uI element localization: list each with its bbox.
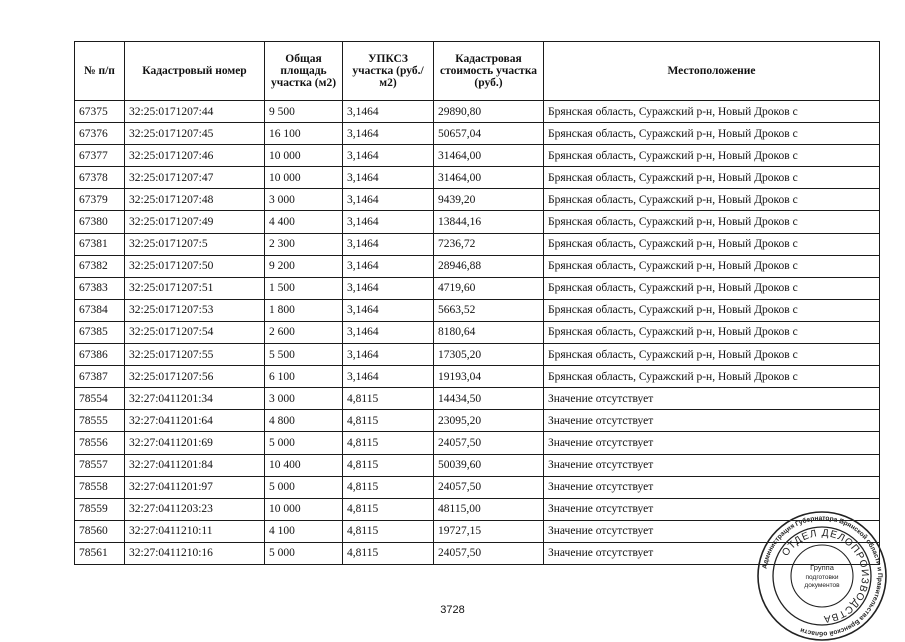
cell-area: 2 600 [265, 321, 343, 343]
col-header-area: Общая площадь участка (м2) [265, 42, 343, 101]
cell-cadastral-number: 32:27:0411201:97 [125, 476, 265, 498]
cell-area: 1 500 [265, 277, 343, 299]
cell-location: Значение отсутствует [544, 498, 880, 520]
cell-cadastral-value: 24057,50 [434, 476, 544, 498]
cell-number: 67378 [75, 167, 125, 189]
table-row [75, 366, 880, 388]
cell-upksz: 3,1464 [343, 145, 434, 167]
col-header-location: Местоположение [544, 42, 880, 101]
cell-area: 5 000 [265, 476, 343, 498]
table-row [75, 299, 880, 321]
cell-upksz: 3,1464 [343, 101, 434, 123]
cell-location: Значение отсутствует [544, 542, 880, 564]
cell-cadastral-number: 32:25:0171207:54 [125, 321, 265, 343]
cell-cadastral-number: 32:25:0171207:55 [125, 344, 265, 366]
cell-cadastral-value: 23095,20 [434, 410, 544, 432]
cell-upksz: 4,8115 [343, 476, 434, 498]
cell-cadastral-number: 32:25:0171207:5 [125, 233, 265, 255]
cell-upksz: 3,1464 [343, 344, 434, 366]
table-row [75, 321, 880, 343]
cell-upksz: 4,8115 [343, 520, 434, 542]
table-row [75, 101, 880, 123]
table-row [75, 167, 880, 189]
cell-location: Значение отсутствует [544, 388, 880, 410]
cell-upksz: 4,8115 [343, 432, 434, 454]
cell-cadastral-value: 24057,50 [434, 432, 544, 454]
cell-number: 67376 [75, 123, 125, 145]
cell-cadastral-value: 31464,00 [434, 167, 544, 189]
cell-cadastral-value: 9439,20 [434, 189, 544, 211]
cell-upksz: 3,1464 [343, 255, 434, 277]
cell-area: 16 100 [265, 123, 343, 145]
cell-area: 5 000 [265, 432, 343, 454]
cell-number: 78555 [75, 410, 125, 432]
table-row [75, 211, 880, 233]
cell-cadastral-number: 32:25:0171207:49 [125, 211, 265, 233]
cell-cadastral-number: 32:27:0411210:16 [125, 542, 265, 564]
table-row [75, 255, 880, 277]
table-row [75, 388, 880, 410]
cell-upksz: 4,8115 [343, 498, 434, 520]
cell-cadastral-value: 8180,64 [434, 321, 544, 343]
cell-cadastral-value: 31464,00 [434, 145, 544, 167]
cell-location: Значение отсутствует [544, 476, 880, 498]
cell-upksz: 3,1464 [343, 211, 434, 233]
cell-location: Брянская область, Суражский р-н, Новый Дроков с [544, 167, 880, 189]
cell-location: Брянская область, Суражский р-н, Новый Дроков с [544, 233, 880, 255]
cell-number: 78558 [75, 476, 125, 498]
table-row [75, 123, 880, 145]
cell-cadastral-value: 50657,04 [434, 123, 544, 145]
table-header-row [75, 42, 880, 101]
cell-number: 67387 [75, 366, 125, 388]
cell-upksz: 3,1464 [343, 189, 434, 211]
cell-cadastral-number: 32:27:0411210:11 [125, 520, 265, 542]
cell-cadastral-number: 32:25:0171207:51 [125, 277, 265, 299]
cell-area: 10 000 [265, 167, 343, 189]
cell-location: Значение отсутствует [544, 520, 880, 542]
cell-upksz: 4,8115 [343, 410, 434, 432]
cell-number: 67385 [75, 321, 125, 343]
cell-location: Брянская область, Суражский р-н, Новый Дроков с [544, 211, 880, 233]
table-row [75, 454, 880, 476]
cell-location: Брянская область, Суражский р-н, Новый Дроков с [544, 123, 880, 145]
cell-area: 10 000 [265, 145, 343, 167]
cell-cadastral-number: 32:25:0171207:46 [125, 145, 265, 167]
cell-upksz: 3,1464 [343, 321, 434, 343]
cell-location: Значение отсутствует [544, 454, 880, 476]
cell-area: 4 100 [265, 520, 343, 542]
cell-area: 3 000 [265, 189, 343, 211]
cell-cadastral-number: 32:25:0171207:50 [125, 255, 265, 277]
cell-number: 67377 [75, 145, 125, 167]
col-header-number: № п/п [75, 42, 125, 101]
cell-cadastral-value: 28946,88 [434, 255, 544, 277]
cell-number: 67382 [75, 255, 125, 277]
cell-number: 67386 [75, 344, 125, 366]
cell-location: Брянская область, Суражский р-н, Новый Дроков с [544, 299, 880, 321]
cell-cadastral-number: 32:27:0411201:34 [125, 388, 265, 410]
cell-number: 67381 [75, 233, 125, 255]
cell-cadastral-value: 17305,20 [434, 344, 544, 366]
cell-cadastral-value: 5663,52 [434, 299, 544, 321]
cell-upksz: 3,1464 [343, 123, 434, 145]
cell-cadastral-number: 32:27:0411201:84 [125, 454, 265, 476]
table-row [75, 432, 880, 454]
cell-number: 78559 [75, 498, 125, 520]
table-body [75, 101, 880, 565]
cell-cadastral-value: 50039,60 [434, 454, 544, 476]
table-row [75, 277, 880, 299]
stamp-outer-text: Администрация Губернатора Брянской области и Правительства Брянской области [761, 514, 884, 638]
cell-location: Брянская область, Суражский р-н, Новый Дроков с [544, 189, 880, 211]
stamp-group-line-2: подготовки [805, 574, 839, 581]
cell-number: 67375 [75, 101, 125, 123]
cell-upksz: 4,8115 [343, 388, 434, 410]
cell-area: 10 000 [265, 498, 343, 520]
stamp-department-text: ОТДЕЛ ДЕЛОПРОИЗВОДСТВА [780, 527, 871, 625]
cell-number: 78556 [75, 432, 125, 454]
cell-location: Брянская область, Суражский р-н, Новый Дроков с [544, 277, 880, 299]
cell-cadastral-number: 32:27:0411201:69 [125, 432, 265, 454]
cell-area: 6 100 [265, 366, 343, 388]
office-stamp [756, 510, 888, 642]
cell-area: 2 300 [265, 233, 343, 255]
cell-upksz: 4,8115 [343, 542, 434, 564]
cell-upksz: 3,1464 [343, 366, 434, 388]
stamp-group-line-3: документов [804, 582, 840, 589]
cell-location: Брянская область, Суражский р-н, Новый Дроков с [544, 321, 880, 343]
cell-area: 4 400 [265, 211, 343, 233]
cell-cadastral-value: 48115,00 [434, 498, 544, 520]
cell-area: 4 800 [265, 410, 343, 432]
col-header-cadastral-number: Кадастровый номер [125, 42, 265, 101]
cell-location: Брянская область, Суражский р-н, Новый Дроков с [544, 101, 880, 123]
cell-cadastral-number: 32:25:0171207:45 [125, 123, 265, 145]
cell-number: 67379 [75, 189, 125, 211]
cell-upksz: 4,8115 [343, 454, 434, 476]
cell-area: 10 400 [265, 454, 343, 476]
cell-upksz: 3,1464 [343, 167, 434, 189]
cell-location: Брянская область, Суражский р-н, Новый Дроков с [544, 344, 880, 366]
cell-cadastral-value: 19193,04 [434, 366, 544, 388]
stamp-group-line-1: Группа [810, 563, 834, 572]
table-row [75, 233, 880, 255]
page-number: 3728 [440, 604, 465, 616]
cell-location: Значение отсутствует [544, 432, 880, 454]
cell-cadastral-number: 32:27:0411203:23 [125, 498, 265, 520]
cell-location: Брянская область, Суражский р-н, Новый Дроков с [544, 366, 880, 388]
table-row [75, 476, 880, 498]
table-row [75, 410, 880, 432]
cadastral-table [74, 41, 880, 565]
cell-area: 9 200 [265, 255, 343, 277]
col-header-cadastral-value: Кадастровая стоимость участка (руб.) [434, 42, 544, 101]
cell-number: 67380 [75, 211, 125, 233]
cell-number: 78557 [75, 454, 125, 476]
table-row [75, 344, 880, 366]
cell-upksz: 3,1464 [343, 299, 434, 321]
cell-area: 9 500 [265, 101, 343, 123]
table-row [75, 145, 880, 167]
cell-cadastral-value: 13844,16 [434, 211, 544, 233]
cell-number: 78554 [75, 388, 125, 410]
cell-location: Брянская область, Суражский р-н, Новый Дроков с [544, 145, 880, 167]
cell-upksz: 3,1464 [343, 233, 434, 255]
cell-cadastral-value: 24057,50 [434, 542, 544, 564]
cell-area: 5 500 [265, 344, 343, 366]
cell-cadastral-number: 32:25:0171207:44 [125, 101, 265, 123]
cell-number: 78560 [75, 520, 125, 542]
cell-cadastral-number: 32:27:0411201:64 [125, 410, 265, 432]
cell-cadastral-value: 4719,60 [434, 277, 544, 299]
cell-cadastral-number: 32:25:0171207:56 [125, 366, 265, 388]
cell-cadastral-value: 19727,15 [434, 520, 544, 542]
cell-cadastral-value: 7236,72 [434, 233, 544, 255]
cell-cadastral-number: 32:25:0171207:48 [125, 189, 265, 211]
cell-location: Брянская область, Суражский р-н, Новый Дроков с [544, 255, 880, 277]
cell-cadastral-value: 29890,80 [434, 101, 544, 123]
table-row [75, 189, 880, 211]
cell-area: 1 800 [265, 299, 343, 321]
cell-location: Значение отсутствует [544, 410, 880, 432]
cell-number: 78561 [75, 542, 125, 564]
cell-cadastral-number: 32:25:0171207:53 [125, 299, 265, 321]
cell-cadastral-value: 14434,50 [434, 388, 544, 410]
cell-upksz: 3,1464 [343, 277, 434, 299]
cell-area: 5 000 [265, 542, 343, 564]
cell-cadastral-number: 32:25:0171207:47 [125, 167, 265, 189]
cell-number: 67384 [75, 299, 125, 321]
cell-area: 3 000 [265, 388, 343, 410]
col-header-upksz: УПКСЗ участка (руб./м2) [343, 42, 434, 101]
cell-number: 67383 [75, 277, 125, 299]
